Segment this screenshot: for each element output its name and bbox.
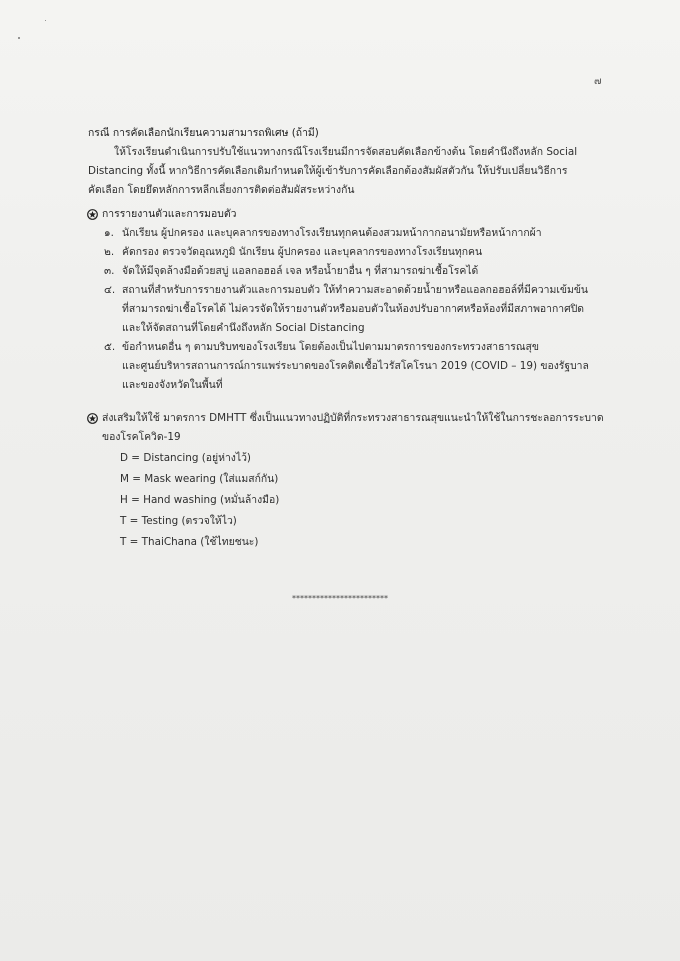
dmhtt-paragraph-line-2: ของโรคโควิด-19	[102, 431, 181, 443]
report-heading: การรายงานตัวและการมอบตัว	[102, 208, 237, 220]
dmhtt-measure: D = Distancing (อยู่ห่างไว้)	[120, 452, 251, 464]
report-item-number: ๒.	[104, 246, 115, 258]
report-item-continuation: และให้จัดสถานที่โดยคำนึงถึงหลัก Social Distancing	[122, 322, 365, 334]
report-item	[104, 340, 539, 354]
report-item-continuation: ที่สามารถฆ่าเชื้อโรคได้ ไม่ควรจัดให้รายงานตัวหรือมอบตัวในห้องปรับอากาศหรือห้องที่มีสภาพอากาศปิด	[122, 303, 585, 315]
dmhtt-measure: H = Hand washing (หมั่นล้างมือ)	[120, 494, 280, 506]
scan-speck	[18, 37, 20, 39]
special-paragraph-line-1: ให้โรงเรียนดำเนินการปรับใช้แนวทางกรณีโรงเรียนมีการจัดสอบคัดเลือกข้างต้น โดยคำนึงถึงหลัก Social	[114, 146, 578, 158]
report-item-continuation: และศูนย์บริหารสถานการณ์การแพร่ระบาดของโรคติดเชื้อไวรัสโคโรนา 2019 (COVID – 19) ของรัฐบาล	[122, 360, 589, 372]
report-item-number: ๕.	[104, 341, 116, 353]
report-item	[104, 245, 482, 259]
report-item-number: ๔.	[104, 284, 116, 296]
report-item-number: ๑.	[104, 227, 114, 239]
report-item-text: นักเรียน ผู้ปกครอง และบุคลากรของทางโรงเรียนทุกคนต้องสวมหน้ากากอนามัยหรือหน้ากากผ้า	[122, 227, 542, 239]
star-bullet-icon	[87, 413, 98, 424]
report-item	[104, 283, 588, 297]
page-number: ๗	[594, 76, 602, 87]
report-item-continuation: และของจังหวัดในพื้นที่	[122, 379, 223, 391]
end-separator: ************************	[292, 594, 388, 603]
dmhtt-measure: T = Testing (ตรวจให้ไว)	[120, 515, 237, 527]
dmhtt-measure: M = Mask wearing (ใส่แมสก์กัน)	[120, 473, 279, 485]
star-bullet-icon	[87, 209, 98, 220]
dmhtt-paragraph-line-1: ส่งเสริมให้ใช้ มาตรการ DMHTT ซึ่งเป็นแนวทางปฏิบัติที่กระทรวงสาธารณสุขแนะนำให้ใช้ในการชะลอการระบาด	[102, 412, 604, 424]
special-selection-heading: กรณี การคัดเลือกนักเรียนความสามารถพิเศษ (ถ้ามี)	[88, 127, 319, 139]
special-paragraph-line-2: Distancing ทั้งนี้ หากวิธีการคัดเลือกเดิมกำหนดให้ผู้เข้ารับการคัดเลือกต้องสัมผัสตัวกัน ให้ปรับเปลี่ยนวิธีการ	[88, 165, 568, 177]
report-item-text: จัดให้มีจุดล้างมือด้วยสบู่ แอลกอฮอล์ เจล หรือน้ำยาอื่น ๆ ที่สามารถฆ่าเชื้อโรคได้	[122, 265, 479, 277]
special-paragraph-line-3: คัดเลือก โดยยึดหลักการหลีกเลี่ยงการติดต่อสัมผัสระหว่างกัน	[88, 184, 355, 196]
report-item	[104, 226, 542, 240]
report-item	[104, 264, 478, 278]
scan-speck	[45, 20, 46, 21]
report-item-number: ๓.	[104, 265, 115, 277]
dmhtt-measure: T = ThaiChana (ใช้ไทยชนะ)	[120, 536, 259, 548]
report-item-text: สถานที่สำหรับการรายงานตัวและการมอบตัว ให้ทำความสะอาดด้วยน้ำยาหรือแอลกอฮอล์ที่มีความเข้มข้น	[122, 284, 589, 296]
report-item-text: คัดกรอง ตรวจวัดอุณหภูมิ นักเรียน ผู้ปกครอง และบุคลากรของทางโรงเรียนทุกคน	[122, 246, 483, 258]
report-item-text: ข้อกำหนดอื่น ๆ ตามบริบทของโรงเรียน โดยต้องเป็นไปตามมาตรการของกระทรวงสาธารณสุข	[122, 341, 539, 353]
